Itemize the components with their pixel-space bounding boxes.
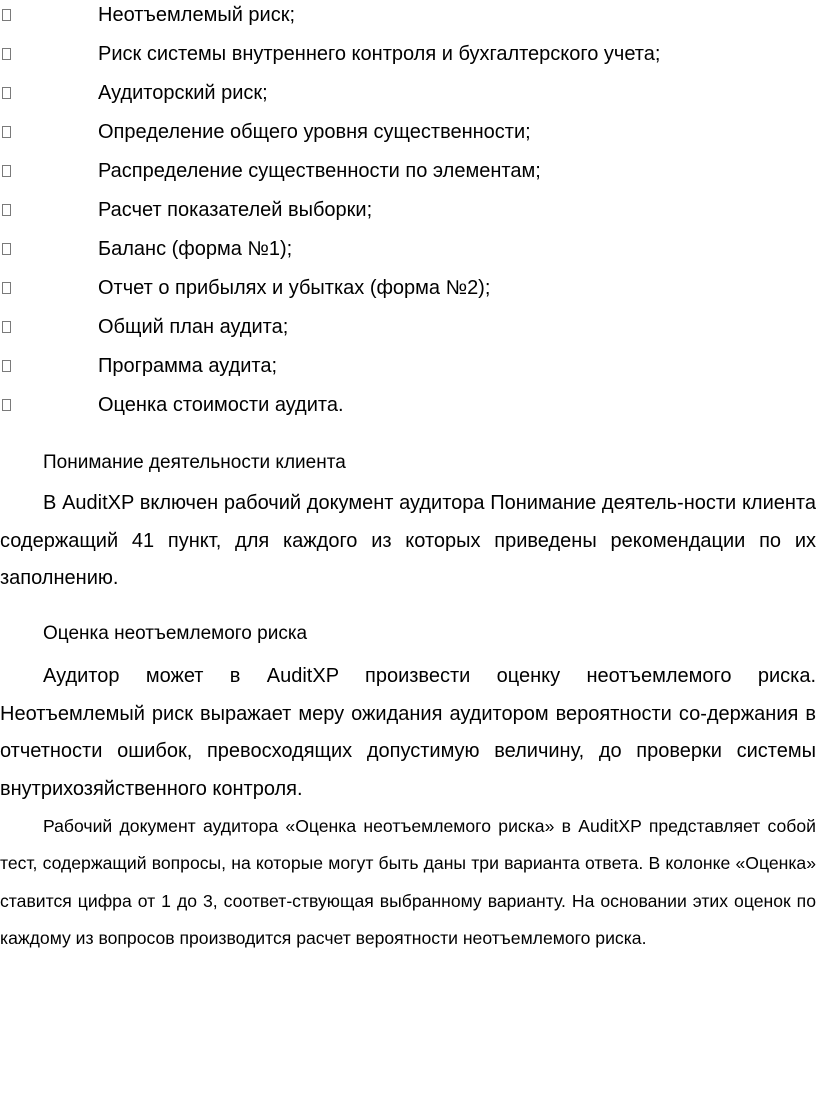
bullet-icon xyxy=(2,87,11,99)
list-item xyxy=(0,312,816,342)
list-item xyxy=(0,195,816,225)
list-item xyxy=(0,390,816,420)
list-item xyxy=(0,117,816,147)
bullet-icon xyxy=(2,204,11,216)
list-item-text: Общий план аудита; xyxy=(98,316,289,338)
list-item-text: Баланс (форма №1); xyxy=(98,238,293,260)
list-item-text: Программа аудита; xyxy=(98,355,278,377)
list-item-text: Отчет о прибылях и убытках (форма №2); xyxy=(98,277,491,299)
bullet-icon xyxy=(2,48,11,60)
bullet-icon xyxy=(2,360,11,372)
list-item xyxy=(0,39,816,69)
paragraph xyxy=(0,658,816,808)
list-item xyxy=(0,156,816,186)
section-heading: Понимание деятельности клиента xyxy=(43,452,346,473)
list-item-text: Риск системы внутреннего контроля и бухгалтерского учета; xyxy=(98,43,661,65)
bullet-icon xyxy=(2,165,11,177)
paragraph-text: В AuditXP включен рабочий документ аудитора Понимание деятель-ности клиента содержащий 41 пункт, для каждого из которых приведены рекомендации по их заполнению. xyxy=(0,492,816,590)
list-item-text: Определение общего уровня существенности; xyxy=(98,121,531,143)
list-item-text: Оценка стоимости аудита. xyxy=(98,394,344,416)
bullet-icon xyxy=(2,321,11,333)
section-heading: Оценка неотъемлемого риска xyxy=(43,623,308,644)
bullet-icon xyxy=(2,126,11,138)
list-item-text: Расчет показателей выборки; xyxy=(98,199,373,221)
bullet-icon xyxy=(2,9,11,21)
paragraph xyxy=(0,485,816,598)
list-item-text: Аудиторский риск; xyxy=(98,82,268,104)
paragraph-text: Рабочий документ аудитора «Оценка неотъемлемого риска» в AuditXP представляет собой тест, содержащий вопросы, на которые могут быть даны три варианта ответа. В колонке «Оценка» ставится цифра от 1 до 3, соответ-ствующая выбранному варианту. На основании этих оценок по каждому из вопросов производится расчет вероятности неотъемлемого риска. xyxy=(0,816,816,948)
bullet-icon xyxy=(2,399,11,411)
bullet-icon xyxy=(2,282,11,294)
list-item-text: Распределение существенности по элементам; xyxy=(98,160,541,182)
list-item xyxy=(0,78,816,108)
bullet-icon xyxy=(2,243,11,255)
paragraph-text: Аудитор может в AuditXP произвести оценку неотъемлемого риска. Неотъемлемый риск выражает меру ожидания аудитором вероятности со-держания в отчетности ошибок, превосходящих допустимую величину, до проверки системы внутрихозяйственного контроля. xyxy=(0,665,816,800)
list-item-text: Неотъемлемый риск; xyxy=(98,4,296,26)
list-item xyxy=(0,351,816,381)
list-item xyxy=(0,234,816,264)
list-item xyxy=(0,0,816,30)
list-item xyxy=(0,273,816,303)
paragraph xyxy=(0,808,816,957)
